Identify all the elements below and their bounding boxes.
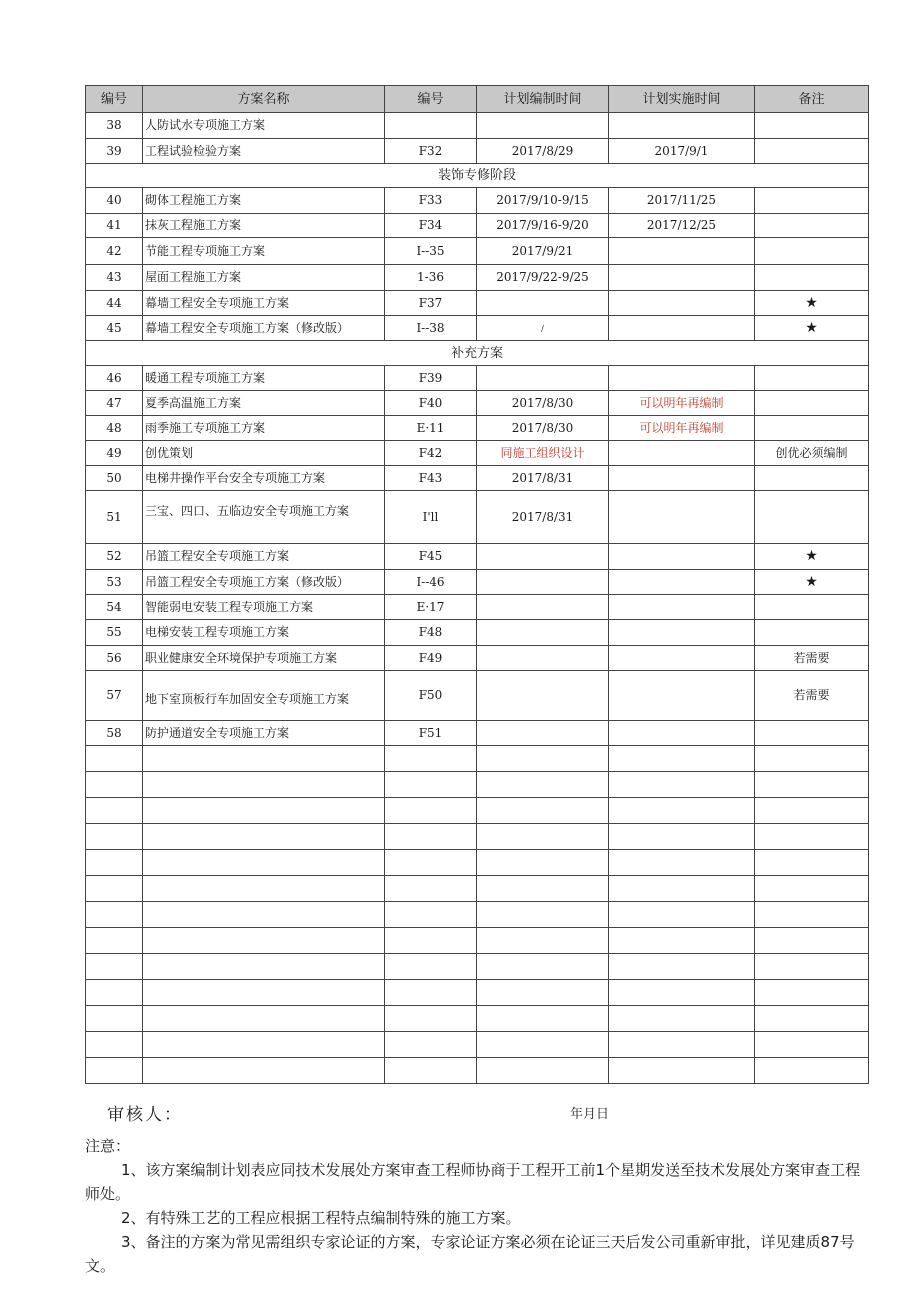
row-remark bbox=[755, 366, 869, 391]
row-implement-time bbox=[609, 238, 755, 265]
table-row bbox=[86, 671, 869, 721]
row-plan-name: 暖通工程专项施工方案 bbox=[143, 366, 385, 391]
empty-row bbox=[86, 772, 869, 798]
row-remark bbox=[755, 466, 869, 491]
section-title: 装饰专修阶段 bbox=[86, 164, 869, 188]
row-code: I--38 bbox=[385, 316, 477, 341]
header-plan-name: 方案名称 bbox=[143, 86, 385, 113]
row-remark bbox=[755, 391, 869, 416]
row-implement-time bbox=[609, 265, 755, 291]
row-code: E·17 bbox=[385, 595, 477, 620]
row-plan-name: 抹灰工程施工方案 bbox=[143, 214, 385, 238]
row-no: 45 bbox=[86, 316, 143, 341]
row-implement-time bbox=[609, 570, 755, 595]
table-row bbox=[86, 466, 869, 491]
table-row bbox=[86, 366, 869, 391]
row-remark bbox=[755, 416, 869, 441]
expert-review-star: ★ bbox=[755, 570, 869, 595]
table-row bbox=[86, 721, 869, 746]
row-implement-time bbox=[609, 466, 755, 491]
row-code: 1-36 bbox=[385, 265, 477, 291]
empty-row bbox=[86, 798, 869, 824]
row-code bbox=[385, 113, 477, 139]
row-no: 47 bbox=[86, 391, 143, 416]
row-code: F45 bbox=[385, 544, 477, 570]
table-row bbox=[86, 238, 869, 265]
row-plan-time bbox=[477, 721, 609, 746]
row-no: 49 bbox=[86, 441, 143, 466]
notes-section bbox=[85, 1134, 865, 1278]
notes-title: 注意： bbox=[85, 1137, 131, 1155]
header-remark: 备注 bbox=[755, 86, 869, 113]
row-implement-time bbox=[609, 595, 755, 620]
row-code: F39 bbox=[385, 366, 477, 391]
header-implement-time: 计划实施时间 bbox=[609, 86, 755, 113]
row-plan-name: 夏季高温施工方案 bbox=[143, 391, 385, 416]
row-plan-time bbox=[477, 595, 609, 620]
row-plan-name: 吊篮工程安全专项施工方案（修改版） bbox=[143, 570, 385, 595]
row-implement-time: 可以明年再编制 bbox=[609, 416, 755, 441]
row-plan-time: 2017/8/30 bbox=[477, 416, 609, 441]
table-row bbox=[86, 113, 869, 139]
table-row bbox=[86, 214, 869, 238]
header-no: 编号 bbox=[86, 86, 143, 113]
row-plan-name: 防护通道安全专项施工方案 bbox=[143, 721, 385, 746]
row-implement-time bbox=[609, 544, 755, 570]
row-plan-name: 雨季施工专项施工方案 bbox=[143, 416, 385, 441]
table-row bbox=[86, 646, 869, 671]
row-no: 54 bbox=[86, 595, 143, 620]
row-remark bbox=[755, 139, 869, 164]
row-no: 39 bbox=[86, 139, 143, 164]
row-code: F42 bbox=[385, 441, 477, 466]
row-remark bbox=[755, 595, 869, 620]
empty-row bbox=[86, 850, 869, 876]
table-row bbox=[86, 139, 869, 164]
row-implement-time bbox=[609, 491, 755, 544]
row-no: 50 bbox=[86, 466, 143, 491]
table-row bbox=[86, 570, 869, 595]
row-code: F34 bbox=[385, 214, 477, 238]
section-row bbox=[86, 341, 869, 366]
note-3: 3、备注的方案为常见需组织专家论证的方案，专家论证方案必须在论证三天后发公司重新审批，详见建质87号文。 bbox=[85, 1233, 855, 1275]
expert-review-star: ★ bbox=[755, 544, 869, 570]
row-remark bbox=[755, 113, 869, 139]
table-row bbox=[86, 316, 869, 341]
row-plan-name: 电梯井操作平台安全专项施工方案 bbox=[143, 466, 385, 491]
row-plan-name: 智能弱电安装工程专项施工方案 bbox=[143, 595, 385, 620]
row-no: 57 bbox=[86, 671, 143, 721]
row-plan-time: / bbox=[477, 316, 609, 341]
row-no: 43 bbox=[86, 265, 143, 291]
row-code: I--35 bbox=[385, 238, 477, 265]
row-plan-time: 同施工组织设计 bbox=[477, 441, 609, 466]
table-row bbox=[86, 391, 869, 416]
row-implement-time: 2017/11/25 bbox=[609, 188, 755, 214]
row-no: 46 bbox=[86, 366, 143, 391]
row-implement-time bbox=[609, 646, 755, 671]
note-1: 1、该方案编制计划表应同技术发展处方案审查工程师协商于工程开工前1个星期发送至技术发展处方案审查工程师处。 bbox=[85, 1161, 861, 1203]
row-implement-time bbox=[609, 291, 755, 316]
row-plan-time bbox=[477, 671, 609, 721]
row-remark bbox=[755, 491, 869, 544]
row-code: F32 bbox=[385, 139, 477, 164]
row-plan-time bbox=[477, 291, 609, 316]
reviewer-label: 审核人： bbox=[107, 1105, 183, 1125]
row-no: 48 bbox=[86, 416, 143, 441]
row-no: 55 bbox=[86, 620, 143, 646]
row-code: F49 bbox=[385, 646, 477, 671]
row-implement-time bbox=[609, 671, 755, 721]
row-remark: 创优必须编制 bbox=[755, 441, 869, 466]
empty-row bbox=[86, 1032, 869, 1058]
row-no: 40 bbox=[86, 188, 143, 214]
row-plan-time bbox=[477, 570, 609, 595]
row-no: 38 bbox=[86, 113, 143, 139]
construction-plan-table bbox=[85, 85, 869, 1084]
table-row bbox=[86, 291, 869, 316]
row-plan-name: 地下室顶板行车加固安全专项施工方案 bbox=[143, 671, 385, 721]
empty-row bbox=[86, 876, 869, 902]
table-row bbox=[86, 491, 869, 544]
row-implement-time bbox=[609, 316, 755, 341]
row-plan-time: 2017/8/31 bbox=[477, 491, 609, 544]
row-implement-time bbox=[609, 721, 755, 746]
table-row bbox=[86, 441, 869, 466]
row-code: E·11 bbox=[385, 416, 477, 441]
empty-row bbox=[86, 902, 869, 928]
table-row bbox=[86, 595, 869, 620]
row-plan-time bbox=[477, 620, 609, 646]
header-plan-time: 计划编制时间 bbox=[477, 86, 609, 113]
row-no: 42 bbox=[86, 238, 143, 265]
expert-review-star: ★ bbox=[755, 316, 869, 341]
row-code: F51 bbox=[385, 721, 477, 746]
row-implement-time bbox=[609, 366, 755, 391]
table-row bbox=[86, 416, 869, 441]
row-plan-name: 砌体工程施工方案 bbox=[143, 188, 385, 214]
row-no: 53 bbox=[86, 570, 143, 595]
row-plan-time bbox=[477, 113, 609, 139]
table-row bbox=[86, 544, 869, 570]
table-row bbox=[86, 188, 869, 214]
row-plan-time: 2017/8/30 bbox=[477, 391, 609, 416]
expert-review-star: ★ bbox=[755, 291, 869, 316]
table-row bbox=[86, 265, 869, 291]
row-code: F43 bbox=[385, 466, 477, 491]
row-remark: 若需要 bbox=[755, 671, 869, 721]
row-plan-name: 节能工程专项施工方案 bbox=[143, 238, 385, 265]
empty-row bbox=[86, 746, 869, 772]
row-plan-name: 吊篮工程安全专项施工方案 bbox=[143, 544, 385, 570]
date-label: 年月日 bbox=[570, 1107, 610, 1122]
row-plan-time bbox=[477, 646, 609, 671]
row-no: 52 bbox=[86, 544, 143, 570]
row-implement-time bbox=[609, 113, 755, 139]
row-remark bbox=[755, 721, 869, 746]
row-code: I--46 bbox=[385, 570, 477, 595]
row-code: F33 bbox=[385, 188, 477, 214]
empty-row bbox=[86, 980, 869, 1006]
section-row bbox=[86, 164, 869, 188]
row-plan-time: 2017/8/31 bbox=[477, 466, 609, 491]
row-code: F48 bbox=[385, 620, 477, 646]
row-remark: 若需要 bbox=[755, 646, 869, 671]
empty-row bbox=[86, 928, 869, 954]
table-row bbox=[86, 620, 869, 646]
row-no: 58 bbox=[86, 721, 143, 746]
row-remark bbox=[755, 265, 869, 291]
empty-row bbox=[86, 824, 869, 850]
row-plan-name: 职业健康安全环境保护专项施工方案 bbox=[143, 646, 385, 671]
row-no: 51 bbox=[86, 491, 143, 544]
row-plan-time: 2017/9/16-9/20 bbox=[477, 214, 609, 238]
row-plan-time: 2017/8/29 bbox=[477, 139, 609, 164]
row-remark bbox=[755, 214, 869, 238]
row-plan-name: 幕墙工程安全专项施工方案（修改版） bbox=[143, 316, 385, 341]
row-remark bbox=[755, 238, 869, 265]
note-2: 2、有特殊工艺的工程应根据工程特点编制特殊的施工方案。 bbox=[121, 1209, 521, 1227]
header-code: 编号 bbox=[385, 86, 477, 113]
row-plan-name: 创优策划 bbox=[143, 441, 385, 466]
row-remark bbox=[755, 620, 869, 646]
row-implement-time: 2017/12/25 bbox=[609, 214, 755, 238]
row-implement-time: 可以明年再编制 bbox=[609, 391, 755, 416]
row-code: F40 bbox=[385, 391, 477, 416]
row-plan-time bbox=[477, 544, 609, 570]
row-no: 56 bbox=[86, 646, 143, 671]
row-no: 41 bbox=[86, 214, 143, 238]
row-plan-name: 屋面工程施工方案 bbox=[143, 265, 385, 291]
row-implement-time: 2017/9/1 bbox=[609, 139, 755, 164]
row-no: 44 bbox=[86, 291, 143, 316]
row-plan-name: 工程试验检验方案 bbox=[143, 139, 385, 164]
row-code: F37 bbox=[385, 291, 477, 316]
table-header-row bbox=[86, 86, 869, 113]
row-implement-time bbox=[609, 620, 755, 646]
row-plan-time: 2017/9/10-9/15 bbox=[477, 188, 609, 214]
row-code: F50 bbox=[385, 671, 477, 721]
empty-row bbox=[86, 1058, 869, 1084]
row-plan-name: 电梯安装工程专项施工方案 bbox=[143, 620, 385, 646]
row-plan-time bbox=[477, 366, 609, 391]
row-code: I'll bbox=[385, 491, 477, 544]
row-plan-name: 人防试水专项施工方案 bbox=[143, 113, 385, 139]
empty-row bbox=[86, 954, 869, 980]
row-remark bbox=[755, 188, 869, 214]
section-title: 补充方案 bbox=[86, 341, 869, 366]
row-plan-name: 幕墙工程安全专项施工方案 bbox=[143, 291, 385, 316]
empty-row bbox=[86, 1006, 869, 1032]
row-plan-name: 三宝、四口、五临边安全专项施工方案 bbox=[143, 491, 385, 544]
row-plan-time: 2017/9/22-9/25 bbox=[477, 265, 609, 291]
row-implement-time bbox=[609, 441, 755, 466]
row-plan-time: 2017/9/21 bbox=[477, 238, 609, 265]
